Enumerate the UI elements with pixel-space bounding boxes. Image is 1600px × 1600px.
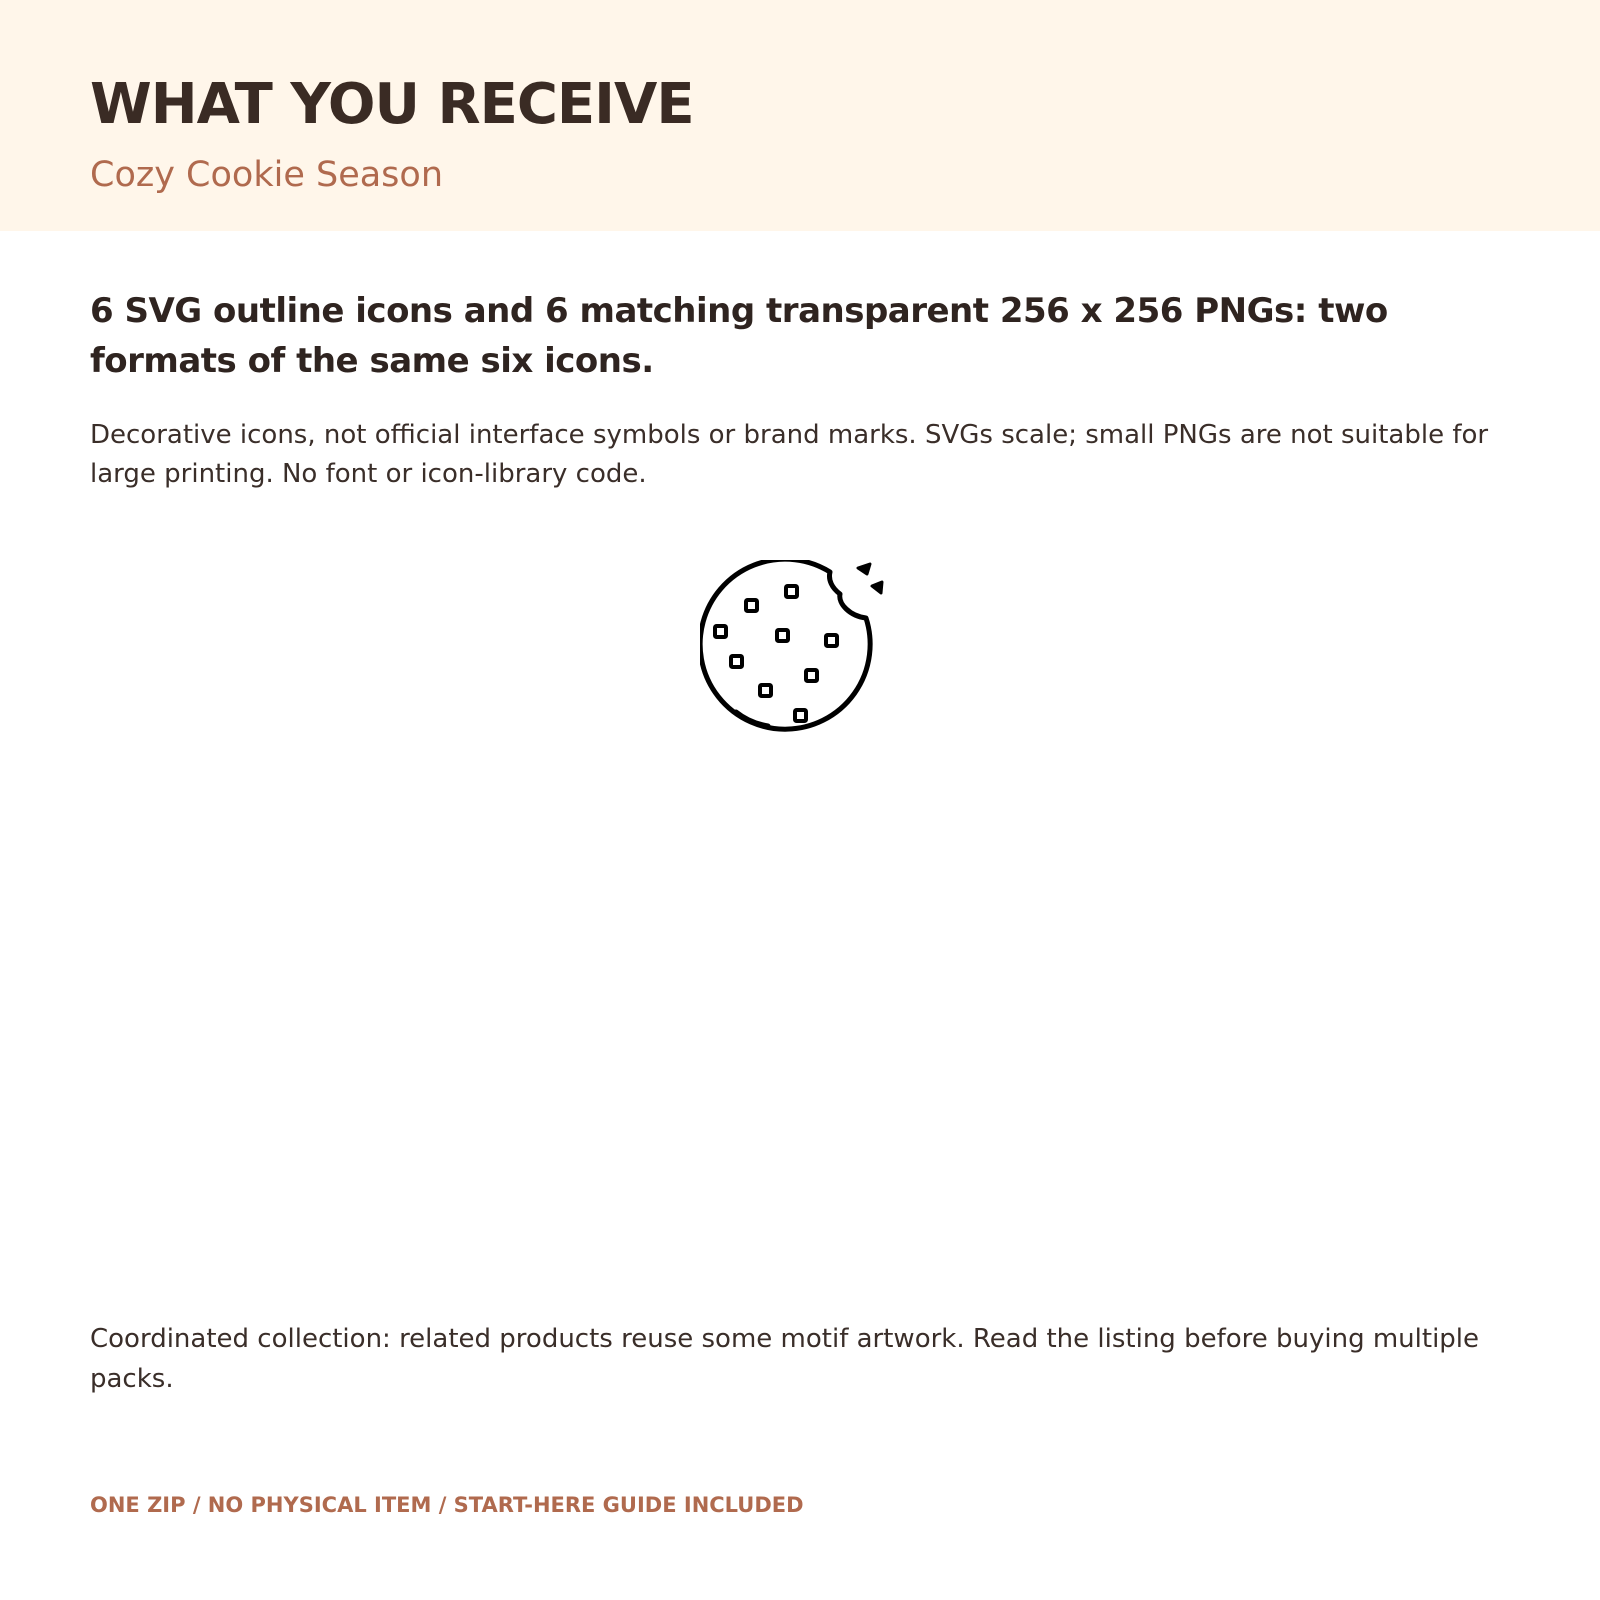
cookie-icon xyxy=(700,560,910,760)
header-band xyxy=(0,0,1600,231)
product-description: Decorative icons, not official interface symbols or brand marks. SVGs scale; small PNGs are not suitable for large printing. No font or icon-library code. xyxy=(90,420,1489,489)
product-headline: 6 SVG outline icons and 6 matching transparent 256 x 256 PNGs: two formats of the same six icons. xyxy=(90,291,1388,381)
page-title: WHAT YOU RECEIVE xyxy=(90,72,694,137)
footer-tagline: ONE ZIP / NO PHYSICAL ITEM / START-HERE GUIDE INCLUDED xyxy=(90,1493,804,1517)
collection-note: Coordinated collection: related products reuse some motif artwork. Read the listing before buying multiple packs. xyxy=(90,1324,1480,1394)
page-subtitle: Cozy Cookie Season xyxy=(90,155,444,195)
